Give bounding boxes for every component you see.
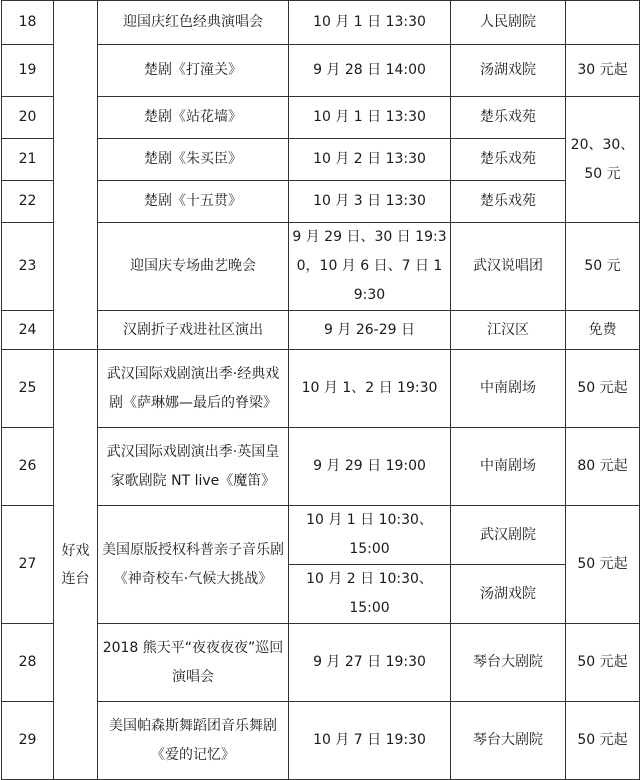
event-venue: 武汉剧院 [451,506,566,565]
row-number: 21 [2,139,54,181]
event-venue: 琴台大剧院 [451,702,566,780]
event-time: 9 月 26-29 日 [289,311,451,350]
row-number: 22 [2,181,54,223]
event-venue: 楚乐戏苑 [451,139,566,181]
event-venue: 江汉区 [451,311,566,350]
event-name: 楚剧《站花墙》 [98,97,289,139]
event-price: 免费 [566,311,640,350]
event-venue: 汤湖戏院 [451,565,566,624]
row-number: 26 [2,428,54,506]
row-number: 24 [2,311,54,350]
row-number: 23 [2,223,54,311]
event-name: 2018 熊天平“夜夜夜夜”巡回演唱会 [98,624,289,702]
row-number: 29 [2,702,54,780]
event-time: 10 月 1 日 13:30 [289,97,451,139]
event-name: 美国原版授权科普亲子音乐剧《神奇校车·气候大挑战》 [98,506,289,624]
event-time: 9 月 29 日 19:00 [289,428,451,506]
event-price: 30 元起 [566,45,640,97]
event-time: 10 月 7 日 19:30 [289,702,451,780]
row-number: 25 [2,350,54,428]
event-name: 汉剧折子戏进社区演出 [98,311,289,350]
event-venue: 楚乐戏苑 [451,181,566,223]
event-time: 9 月 29 日、30 日 19:30，10 月 6 日、7 日 19:30 [289,223,451,311]
event-venue: 楚乐戏苑 [451,97,566,139]
event-time: 10 月 1 日 13:30 [289,1,451,45]
events-table [1,0,640,780]
row-number: 20 [2,97,54,139]
event-price: 50 元起 [566,506,640,624]
event-venue: 武汉说唱团 [451,223,566,311]
event-venue: 中南剧场 [451,428,566,506]
table-row [2,45,640,97]
event-venue: 汤湖戏院 [451,45,566,97]
row-number: 28 [2,624,54,702]
event-venue: 人民剧院 [451,1,566,45]
event-time: 10 月 2 日 10:30、15:00 [289,565,451,624]
event-name: 楚剧《朱买臣》 [98,139,289,181]
table-row [2,139,640,181]
event-price-blank [566,1,640,45]
event-name: 美国帕森斯舞蹈团音乐舞剧《爱的记忆》 [98,702,289,780]
table-row [2,624,640,702]
row-number: 19 [2,45,54,97]
event-time: 9 月 27 日 19:30 [289,624,451,702]
event-price: 50 元起 [566,702,640,780]
event-price: 80 元起 [566,428,640,506]
table-row [2,428,640,506]
table-row [2,702,640,780]
event-price: 20、30、50 元 [566,97,640,223]
event-name: 迎国庆红色经典演唱会 [98,1,289,45]
event-time: 10 月 1 日 10:30、15:00 [289,506,451,565]
table-row [2,97,640,139]
table-row [2,311,640,350]
table-row [2,1,640,45]
category-cell-blank [54,1,98,350]
event-time: 10 月 1、2 日 19:30 [289,350,451,428]
event-time: 9 月 28 日 14:00 [289,45,451,97]
row-number: 27 [2,506,54,624]
event-name: 武汉国际戏剧演出季·英国皇家歌剧院 NT live《魔笛》 [98,428,289,506]
table-row [2,350,640,428]
event-price: 50 元起 [566,624,640,702]
event-name: 楚剧《十五贯》 [98,181,289,223]
event-name: 武汉国际戏剧演出季·经典戏剧《萨琳娜—最后的脊梁》 [98,350,289,428]
event-venue: 琴台大剧院 [451,624,566,702]
event-name: 楚剧《打潼关》 [98,45,289,97]
table-row [2,181,640,223]
event-time: 10 月 2 日 13:30 [289,139,451,181]
row-number: 18 [2,1,54,45]
event-price: 50 元起 [566,350,640,428]
event-name: 迎国庆专场曲艺晚会 [98,223,289,311]
event-venue: 中南剧场 [451,350,566,428]
category-cell: 好戏连台 [54,350,98,780]
event-price: 50 元 [566,223,640,311]
event-time: 10 月 3 日 13:30 [289,181,451,223]
table-row [2,506,640,565]
table-row [2,223,640,311]
